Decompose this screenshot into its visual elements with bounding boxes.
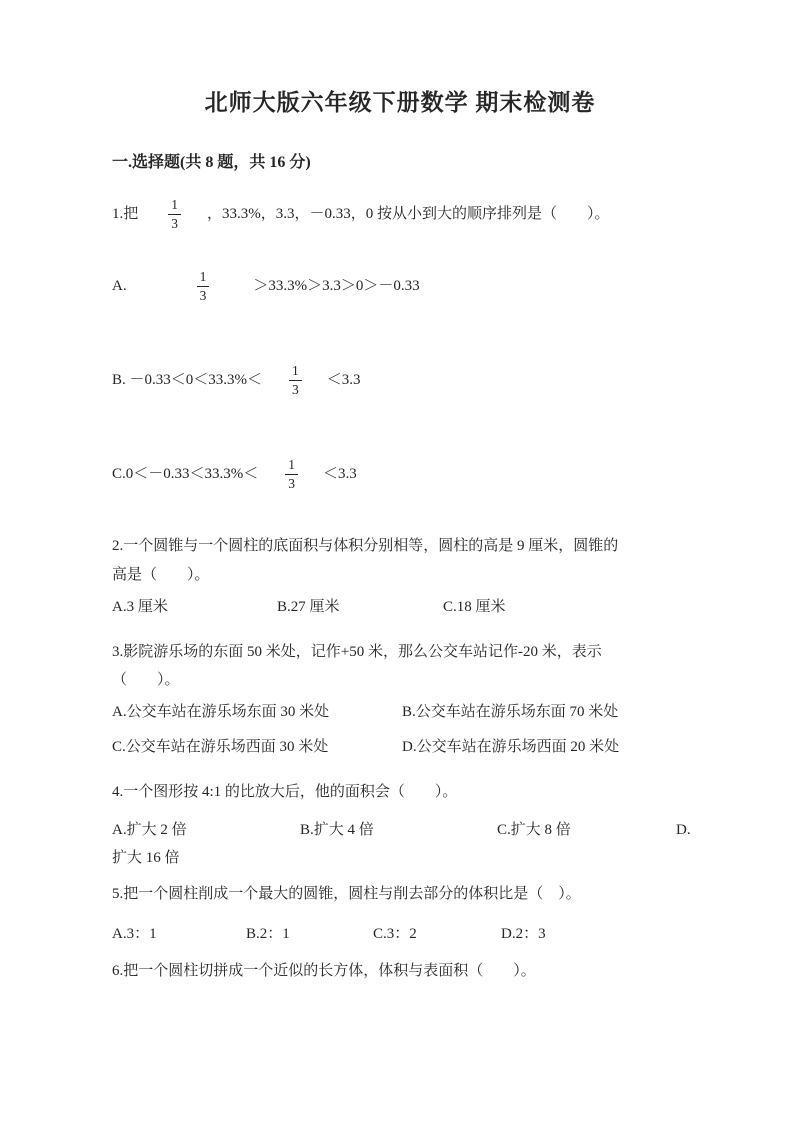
fraction-one-third [289,364,302,396]
question-2-stem-line2: 高是（ ）。 [112,567,210,583]
question-5-option-a: A.3：1 [112,926,157,942]
question-4-stem: 4.一个图形按 4:1 的比放大后，他的面积会（ ）。 [112,784,458,800]
question-4-options [112,820,752,840]
question-2-option-b: B.27 厘米 [277,599,340,615]
fraction-denominator: 3 [199,287,207,303]
fraction-denominator: 3 [171,215,179,231]
section-heading: 一.选择题(共 8 题，共 16 分) [112,154,311,171]
question-2-option-c: C.18 厘米 [443,599,506,615]
option-c-text-left: C.0＜－0.33＜33.3%＜ [112,466,259,482]
question-3-stem-line2: （ ）。 [112,672,180,688]
question-5-option-c: C.3：2 [373,926,417,942]
question-3-option-b: B.公交车站在游乐场东面 70 米处 [402,704,619,720]
fraction-one-third [285,458,298,490]
question-2-option-a: A.3 厘米 [112,599,168,615]
question-4-option-a: A.扩大 2 倍 [112,822,187,838]
question-4-option-b: B.扩大 4 倍 [300,822,374,838]
option-c-text-right: ＜3.3 [323,466,357,482]
question-4-option-c: C.扩大 8 倍 [497,822,571,838]
question-2-stem-line1: 2.一个圆锥与一个圆柱的底面积与体积分别相等，圆柱的高是 9 厘米，圆锥的 [112,538,619,554]
question-1-stem [112,190,610,238]
question-1-option-b [112,356,361,404]
option-b-text-left: B. －0.33＜0＜33.3%＜ [112,372,263,388]
fraction-one-third [168,198,181,230]
question-3-options-row1 [112,702,752,722]
page-title: 北师大版六年级下册数学 期末检测卷 [204,90,596,115]
question-1-stem-prefix: 1.把 [112,206,139,222]
question-3-option-d: D.公交车站在游乐场西面 20 米处 [402,739,620,755]
fraction-one-third [197,270,210,302]
question-6-stem: 6.把一个圆柱切拼成一个近似的长方体，体积与表面积（ ）。 [112,963,536,979]
question-4-option-d-label: D. [676,822,691,838]
option-a-text: ＞33.3%＞3.3＞0＞－0.33 [253,278,420,294]
question-5-options [112,924,752,944]
fraction-denominator: 3 [292,381,299,397]
fraction-numerator: 1 [285,458,298,475]
fraction-numerator: 1 [289,364,302,381]
question-5-option-b: B.2：1 [246,926,290,942]
question-1-stem-suffix: ，33.3%，3.3，－0.33，0 按从小到大的顺序排列是（ ）。 [207,206,610,222]
question-5-stem: 5.把一个圆柱削成一个最大的圆锥，圆柱与削去部分的体积比是（ ）。 [112,886,581,902]
option-a-label: A. [112,278,127,294]
question-1-option-c [112,450,357,498]
question-4-option-d-wrap: 扩大 16 倍 [112,850,180,866]
question-2-options [112,597,752,617]
question-3-options-row2 [112,737,752,757]
option-b-text-right: ＜3.3 [326,372,361,388]
fraction-numerator: 1 [168,198,181,215]
question-3-option-c: C.公交车站在游乐场西面 30 米处 [112,739,329,755]
fraction-denominator: 3 [288,475,296,491]
fraction-numerator: 1 [197,270,210,287]
question-3-stem-line1: 3.影院游乐场的东面 50 米处，记作+50 米，那么公交车站记作-20 米，表示 [112,644,602,660]
question-3-option-a: A.公交车站在游乐场东面 30 米处 [112,704,330,720]
question-1-option-a [112,262,420,310]
question-5-option-d: D.2：3 [501,926,546,942]
